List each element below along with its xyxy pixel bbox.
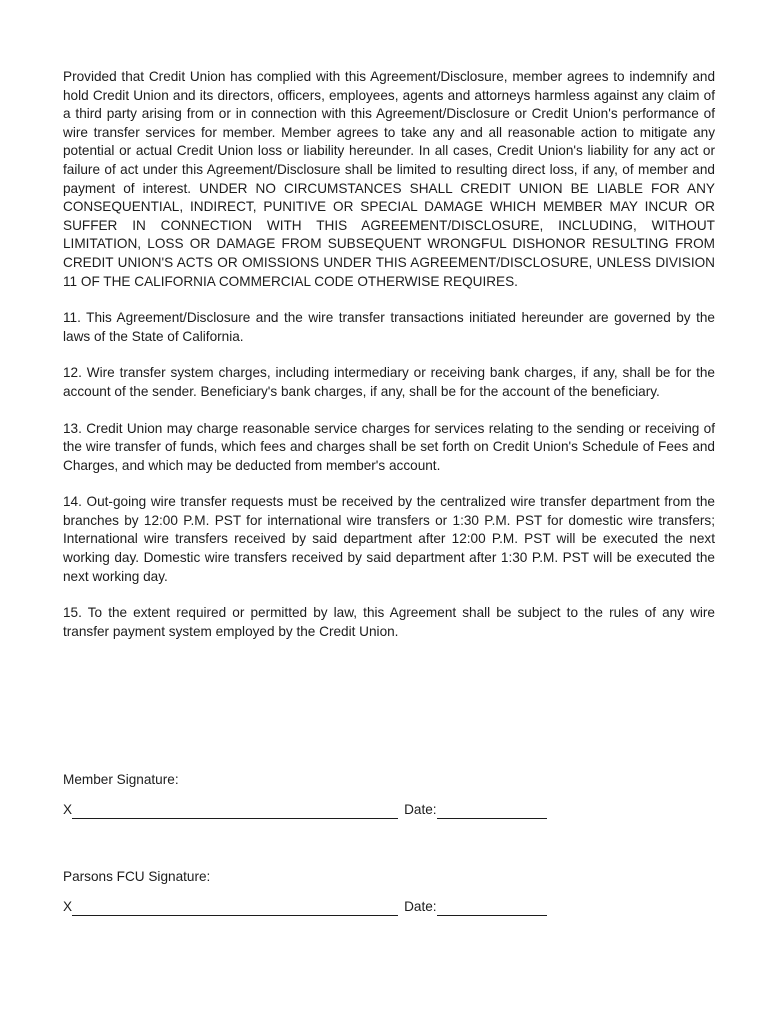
document-body	[63, 68, 715, 659]
parsons-signature-line	[63, 898, 547, 916]
member-signature-label: Member Signature:	[63, 772, 179, 787]
member-signature-field[interactable]	[72, 805, 398, 819]
paragraph-indemnification: Provided that Credit Union has complied with this Agreement/Disclosure, member agrees to indemnify and hold Credit Union and its directors, officers, employees, agents and attorneys harmless against any claim of a third party arising from or in connection with this Agreement/Disclosure or Credit Union's performance of wire transfer services for member. Member agrees to take any and all reasonable action to mitigate any potential or actual Credit Union loss or liability hereunder. In all cases, Credit Union's liability for any act or failure of act under this Agreement/Disclosure shall be limited to resulting direct loss, if any, of member and payment of interest. UNDER NO CIRCUMSTANCES SHALL CREDIT UNION BE LIABLE FOR ANY CONSEQUENTIAL, INDIRECT, PUNITIVE OR SPECIAL DAMAGE WHICH MEMBER MAY INCUR OR SUFFER IN CONNECTION WITH THIS AGREEMENT/DISCLOSURE, INCLUDING, WITHOUT LIMITATION, LOSS OR DAMAGE FROM SUBSEQUENT WRONGFUL DISHONOR RESULTING FROM CREDIT UNION'S ACTS OR OMISSIONS UNDER THIS AGREEMENT/DISCLOSURE, UNLESS DIVISION 11 OF THE CALIFORNIA COMMERCIAL CODE OTHERWISE REQUIRES.	[63, 69, 715, 289]
member-signature-x-mark: X	[63, 802, 73, 817]
paragraph-14-cutoff-times: 14. Out-going wire transfer requests must be received by the centralized wire transfer department from the branches by 12:00 P.M. PST for international wire transfers or 1:30 P.M. PST for domestic wire transfers; International wire transfers received by said department after 12:00 P.M. PST will be executed the next working day. Domestic wire transfers received by said department after 1:30 P.M. PST will be executed the next working day.	[63, 494, 715, 584]
member-date-label: Date:	[404, 802, 437, 817]
member-date-field[interactable]	[437, 805, 547, 819]
paragraph-11-governing-law: 11. This Agreement/Disclosure and the wire transfer transactions initiated hereunder are governed by the laws of the State of California.	[63, 310, 715, 344]
parsons-date-label: Date:	[404, 899, 437, 914]
paragraph-12-system-charges: 12. Wire transfer system charges, including intermediary or receiving bank charges, if any, shall be for the account of the sender. Beneficiary's bank charges, if any, shall be for the account of the beneficiary.	[63, 365, 715, 399]
member-signature-line	[63, 801, 547, 819]
paragraph-15-payment-system-rules: 15. To the extent required or permitted by law, this Agreement shall be subject to the rules of any wire transfer payment system employed by the Credit Union.	[63, 605, 715, 639]
parsons-signature-x-mark: X	[63, 899, 73, 914]
parsons-signature-block	[63, 868, 547, 916]
parsons-signature-field[interactable]	[72, 902, 398, 916]
member-signature-block	[63, 771, 547, 819]
parsons-signature-label: Parsons FCU Signature:	[63, 869, 211, 884]
paragraph-13-service-charges: 13. Credit Union may charge reasonable service charges for services relating to the sending or receiving of the wire transfer of funds, which fees and charges shall be set forth on Credit Union's Schedule of Fees and Charges, and which may be deducted from member's account.	[63, 420, 715, 473]
parsons-date-field[interactable]	[437, 902, 547, 916]
